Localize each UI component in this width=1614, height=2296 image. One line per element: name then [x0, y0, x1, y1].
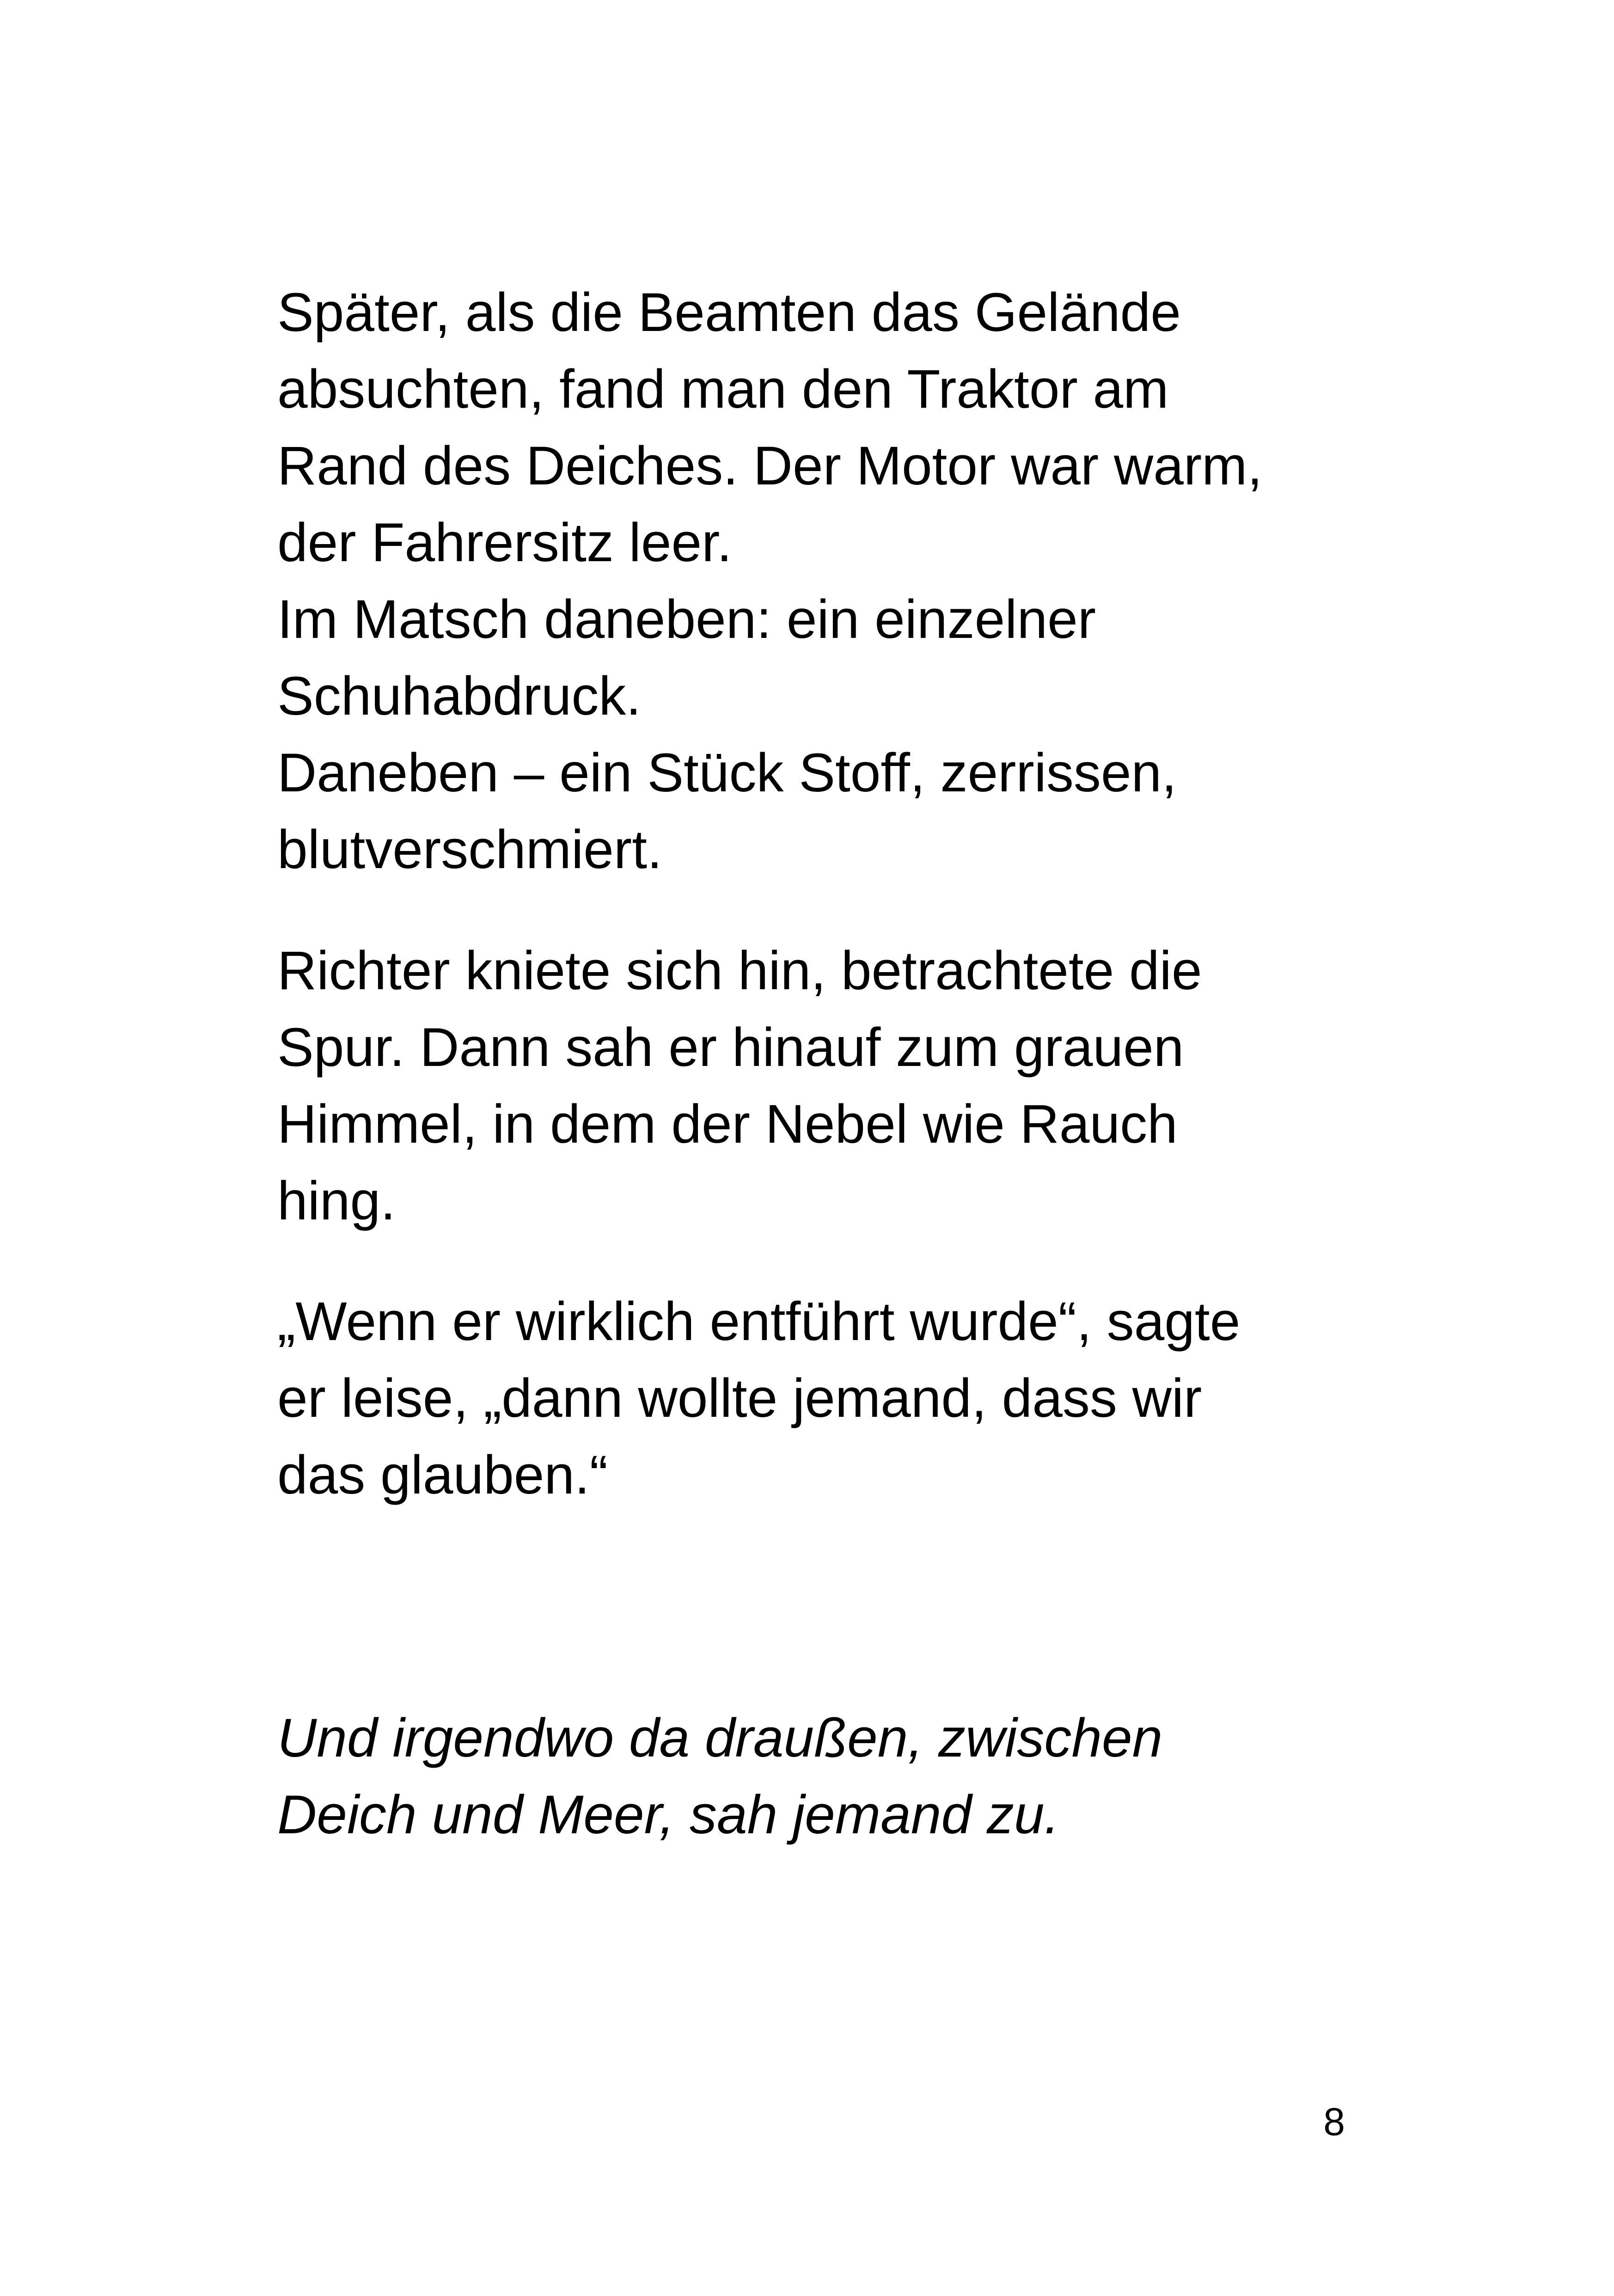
text-line: Im Matsch daneben: ein einzelner — [277, 589, 1096, 650]
text-line: Himmel, in dem der Nebel wie Rauch — [277, 1094, 1178, 1155]
text-line: absuchten, fand man den Traktor am — [277, 359, 1169, 420]
text-line: Daneben – ein Stück Stoff, zerrissen, — [277, 742, 1177, 803]
text-line: „Wenn er wirklich entführt wurde“, sagte — [277, 1291, 1241, 1352]
body-text — [277, 274, 1363, 1853]
text-line: Und irgendwo da draußen, zwischen — [277, 1708, 1163, 1769]
text-line: der Fahrersitz leer. — [277, 512, 732, 573]
text-line: Später, als die Beamten das Gelände — [277, 282, 1181, 343]
text-line: Rand des Deiches. Der Motor war warm, — [277, 435, 1263, 496]
paragraph-quote — [277, 1283, 1363, 1513]
paragraph-closing-italic — [277, 1700, 1363, 1853]
text-line: er leise, „dann wollte jemand, dass wir — [277, 1368, 1202, 1429]
text-line: blutverschmiert. — [277, 819, 662, 880]
text-line: das glauben.“ — [277, 1445, 608, 1506]
paragraph-discovery — [277, 274, 1363, 888]
text-line: Deich und Meer, sah jemand zu. — [277, 1784, 1060, 1845]
page-number: 8 — [1323, 2100, 1345, 2143]
text-line: Richter kniete sich hin, betrachtete die — [277, 940, 1202, 1001]
paragraph-richter — [277, 932, 1363, 1239]
text-line: Spur. Dann sah er hinauf zum grauen — [277, 1017, 1184, 1078]
text-line: Schuhabdruck. — [277, 666, 642, 727]
text-line: hing. — [277, 1170, 396, 1231]
